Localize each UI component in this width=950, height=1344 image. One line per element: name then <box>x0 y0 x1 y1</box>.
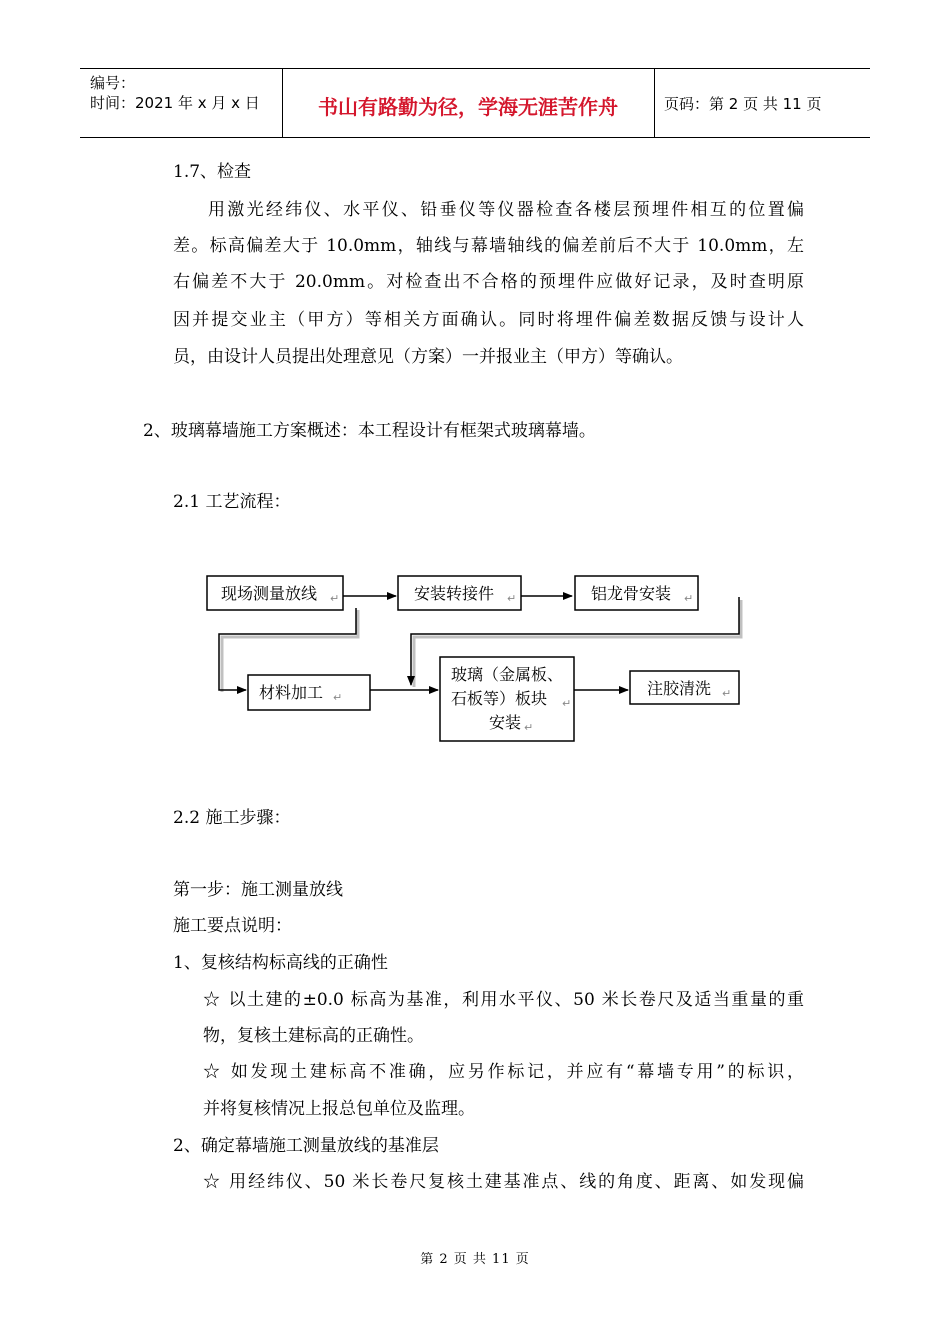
bullet-line: 并将复核情况上报总包单位及监理。 <box>203 1099 475 1119</box>
paragraph-line: 右偏差不大于 20.0mm。对检查出不合格的预埋件应做好记录，及时查明原 <box>173 272 804 292</box>
flow-box-panel-install <box>440 657 574 741</box>
section-1-7-heading: 1.7、检查 <box>173 162 252 182</box>
bullet-line: ☆ 用经纬仪、50 米长卷尺复核土建基准点、线的角度、距离、如发现偏 <box>203 1172 804 1192</box>
flow-box-label: 铝龙骨安装 <box>591 584 672 603</box>
flow-box-sealant-cleaning <box>630 671 739 704</box>
page-footer: 第 2 页 共 11 页 <box>420 1252 530 1267</box>
header-date: 时间：2021 年 x 月 x 日 <box>90 94 260 112</box>
bullet-line: 物，复核土建标高的正确性。 <box>203 1026 424 1046</box>
header-page-info: 页码：第 2 页 共 11 页 <box>664 95 822 113</box>
flow-box-label: 现场测量放线 <box>221 584 318 603</box>
header-motto: 书山有路勤为径，学海无涯苦作舟 <box>318 95 618 119</box>
paragraph-mark: ↵ <box>524 721 534 734</box>
flow-box-aluminum-keel <box>575 576 698 610</box>
flow-box-label: 玻璃（金属板、 <box>451 665 564 684</box>
flow-box-survey <box>207 576 343 610</box>
paragraph-line: 员，由设计人员提出处理意见（方案）一并报业主（甲方）等确认。 <box>173 347 683 367</box>
paragraph-mark: ↵ <box>722 687 732 700</box>
flow-box-label: 安装 <box>489 713 522 732</box>
flow-box-label: 石板等）板块 <box>451 689 548 708</box>
flow-box-material-processing <box>248 675 370 710</box>
item-2-heading: 2、确定幕墙施工测量放线的基准层 <box>173 1136 439 1156</box>
item-1-heading: 1、复核结构标高线的正确性 <box>173 953 388 973</box>
flow-box-install-adapter <box>398 576 521 610</box>
paragraph-mark: ↵ <box>684 592 694 605</box>
flow-box-label: 安装转接件 <box>414 584 495 603</box>
paragraph-line: 用激光经纬仪、水平仪、铅垂仪等仪器检查各楼层预埋件相互的位置偏 <box>208 200 804 220</box>
section-2-2-heading: 2.2 施工步骤： <box>173 808 291 828</box>
section-2-heading: 2、玻璃幕墙施工方案概述：本工程设计有框架式玻璃幕墙。 <box>143 421 596 441</box>
bullet-line: ☆ 如发现土建标高不准确，应另作标记，并应有“幕墙专用”的标识， <box>203 1062 804 1082</box>
paragraph-mark: ↵ <box>562 697 572 710</box>
flow-box-label: 材料加工 <box>259 683 324 702</box>
key-points-label: 施工要点说明： <box>173 916 292 936</box>
step-1-heading: 第一步：施工测量放线 <box>173 880 343 900</box>
paragraph-mark: ↵ <box>507 592 517 605</box>
bullet-line: ☆ 以土建的±0.0 标高为基准，利用水平仪、50 米长卷尺及适当重量的重 <box>203 990 804 1010</box>
header-code-label: 编号： <box>90 74 136 92</box>
section-2-1-heading: 2.1 工艺流程： <box>173 492 291 512</box>
paragraph-line: 差。标高偏差大于 10.0mm，轴线与幕墙轴线的偏差前后不大于 10.0mm，左 <box>173 236 804 256</box>
paragraph-mark: ↵ <box>330 592 340 605</box>
paragraph-line: 因并提交业主（甲方）等相关方面确认。同时将埋件偏差数据反馈与设计人 <box>173 310 804 330</box>
flow-box-label: 注胶清洗 <box>647 679 712 698</box>
paragraph-mark: ↵ <box>333 691 343 704</box>
